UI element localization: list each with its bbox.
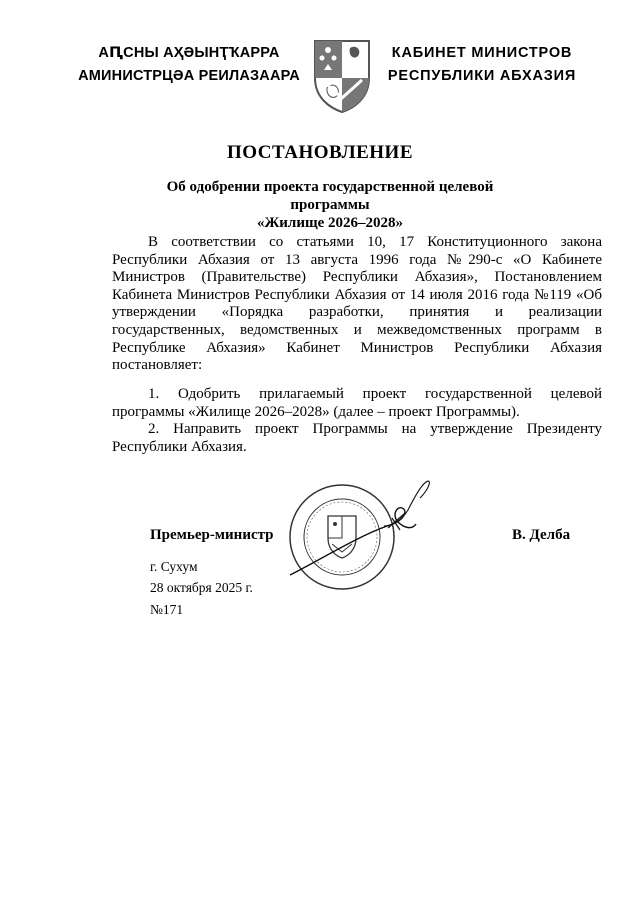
- document-title: ПОСТАНОВЛЕНИЕ: [226, 142, 414, 163]
- official-seal-icon: [280, 480, 435, 595]
- subject-line1: Об одобрении проекта государственной целевой программы: [166, 179, 494, 213]
- header-right-line1: КАБИНЕТ МИНИСТРОВ: [391, 45, 573, 61]
- resolution-item-2: 2. Направить проект Программы на утверждение Президенту Республики Абхазия.: [112, 421, 602, 455]
- state-emblem-icon: [312, 38, 372, 114]
- header-right-line2: РЕСПУБЛИКИ АБХАЗИЯ: [387, 68, 577, 84]
- header-left-block: [78, 42, 300, 88]
- document-subject: [130, 178, 530, 232]
- resolution-item-1: 1. Одобрить прилагаемый проект государственной целевой программы «Жилище 2026–2028» (далее – проект Программы).: [112, 386, 602, 420]
- signer-name: В. Делба: [512, 527, 571, 543]
- signer-position: Премьер-министр: [150, 527, 274, 543]
- preamble-paragraph: В соответствии со статьями 10, 17 Конституционного закона Республики Абхазия от 13 августа 1996 года №290-с «О Кабинете Министров (Правительстве) Республики Абхазия», Постановлением Кабинета Министров Республики Абхазия от 14 июля 2016 года №119 «Об утверждении «Порядка разработки, принятия и реализации государственных, ведомственных и межведомственных программ в Республике Абхазия» Кабинет Министров Республики Абхазия постановляет:: [112, 234, 602, 374]
- subject-line2: «Жилище 2026–2028»: [256, 215, 404, 231]
- header-left-line2: АМИНИСТРЦӘА РЕИЛАЗААРА: [78, 68, 300, 84]
- document-city: г. Сухум: [150, 559, 198, 574]
- document-number: №171: [150, 602, 184, 617]
- document-date: 28 октября 2025 г.: [150, 580, 253, 595]
- header-right-block: [382, 42, 582, 88]
- header-left-line1: АԤСНЫ АҲӘЫНҬҠАРРА: [98, 45, 280, 61]
